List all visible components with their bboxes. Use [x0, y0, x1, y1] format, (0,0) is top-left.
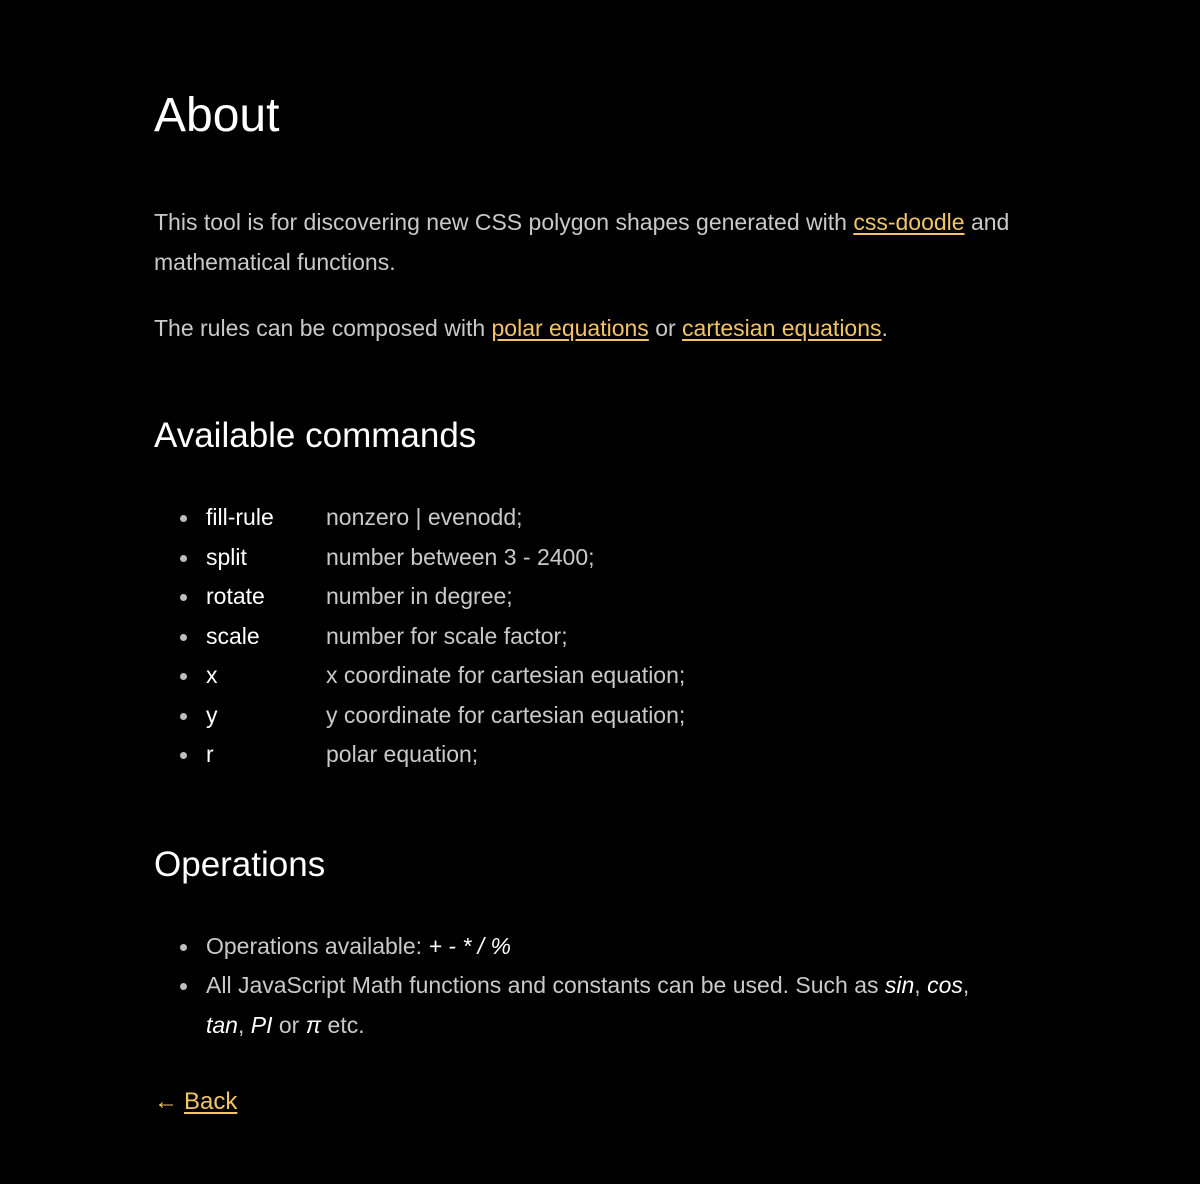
operations-item: [154, 927, 1004, 967]
bullet-icon: [180, 713, 187, 720]
command-name: x: [206, 662, 218, 688]
intro-text-after: and mathematical functions.: [154, 209, 1010, 275]
tan-function: tan: [206, 1011, 238, 1038]
bullet-icon: [180, 983, 187, 990]
commands-heading: Available commands: [154, 416, 477, 455]
css-doodle-link[interactable]: css-doodle: [853, 209, 965, 235]
command-description: nonzero | evenodd;: [326, 504, 523, 530]
pi-symbol: π: [305, 1011, 322, 1038]
command-item: [154, 617, 1050, 657]
math-functions-item: [154, 966, 1004, 1045]
commands-list: [154, 498, 1050, 775]
rules-text-middle: or: [648, 315, 683, 341]
separator: ,: [237, 1011, 251, 1038]
bullet-icon: [180, 594, 187, 601]
command-description: polar equation;: [326, 741, 479, 767]
command-name: split: [206, 543, 247, 570]
rules-paragraph: [154, 308, 1050, 348]
command-item: [154, 656, 1050, 696]
command-description: number for scale factor;: [326, 622, 568, 649]
back-nav: [154, 1082, 237, 1122]
command-description: y coordinate for cartesian equation;: [326, 701, 686, 728]
rules-text-before: The rules can be composed with: [154, 315, 492, 341]
command-name: fill-rule: [206, 504, 274, 530]
bullet-icon: [180, 673, 187, 680]
arrow-left-icon[interactable]: ←: [154, 1088, 178, 1115]
cos-function: cos: [927, 972, 963, 998]
bullet-icon: [180, 634, 187, 641]
operations-list: [154, 927, 1004, 1046]
math-functions-text: All JavaScript Math functions and constants can be used. Such as: [206, 972, 885, 998]
cartesian-equations-link[interactable]: cartesian equations: [682, 315, 882, 341]
command-description: number between 3 - 2400;: [326, 543, 595, 570]
polar-equations-link[interactable]: polar equations: [491, 315, 649, 341]
operations-label: Operations available:: [206, 932, 429, 959]
bullet-icon: [180, 515, 187, 522]
command-description: x coordinate for cartesian equation;: [326, 662, 686, 688]
sin-function: sin: [884, 972, 915, 998]
command-description: number in degree;: [326, 583, 513, 609]
operators-list: + - * / %: [428, 932, 511, 959]
separator: ,: [962, 972, 970, 998]
bullet-icon: [180, 555, 187, 562]
page-title: About: [154, 89, 280, 142]
bullet-icon: [180, 944, 187, 951]
command-name: scale: [206, 622, 260, 649]
command-item: [154, 577, 1050, 617]
back-link[interactable]: Back: [184, 1088, 238, 1115]
or-text: or: [272, 1011, 306, 1038]
command-name: rotate: [206, 583, 265, 609]
rules-text-after: .: [881, 315, 888, 341]
intro-text-before: This tool is for discovering new CSS polygon shapes generated with: [154, 209, 854, 235]
etc-text: etc.: [321, 1011, 365, 1038]
operations-heading: Operations: [154, 844, 326, 884]
command-name: r: [206, 741, 214, 767]
bullet-icon: [180, 752, 187, 759]
pi-constant: PI: [250, 1011, 273, 1038]
command-item: [154, 735, 1050, 775]
command-name: y: [206, 701, 218, 728]
separator: ,: [914, 972, 928, 998]
command-item: [154, 498, 1050, 538]
intro-paragraph: [154, 202, 1054, 282]
command-item: [154, 538, 1050, 578]
command-item: [154, 696, 1050, 736]
